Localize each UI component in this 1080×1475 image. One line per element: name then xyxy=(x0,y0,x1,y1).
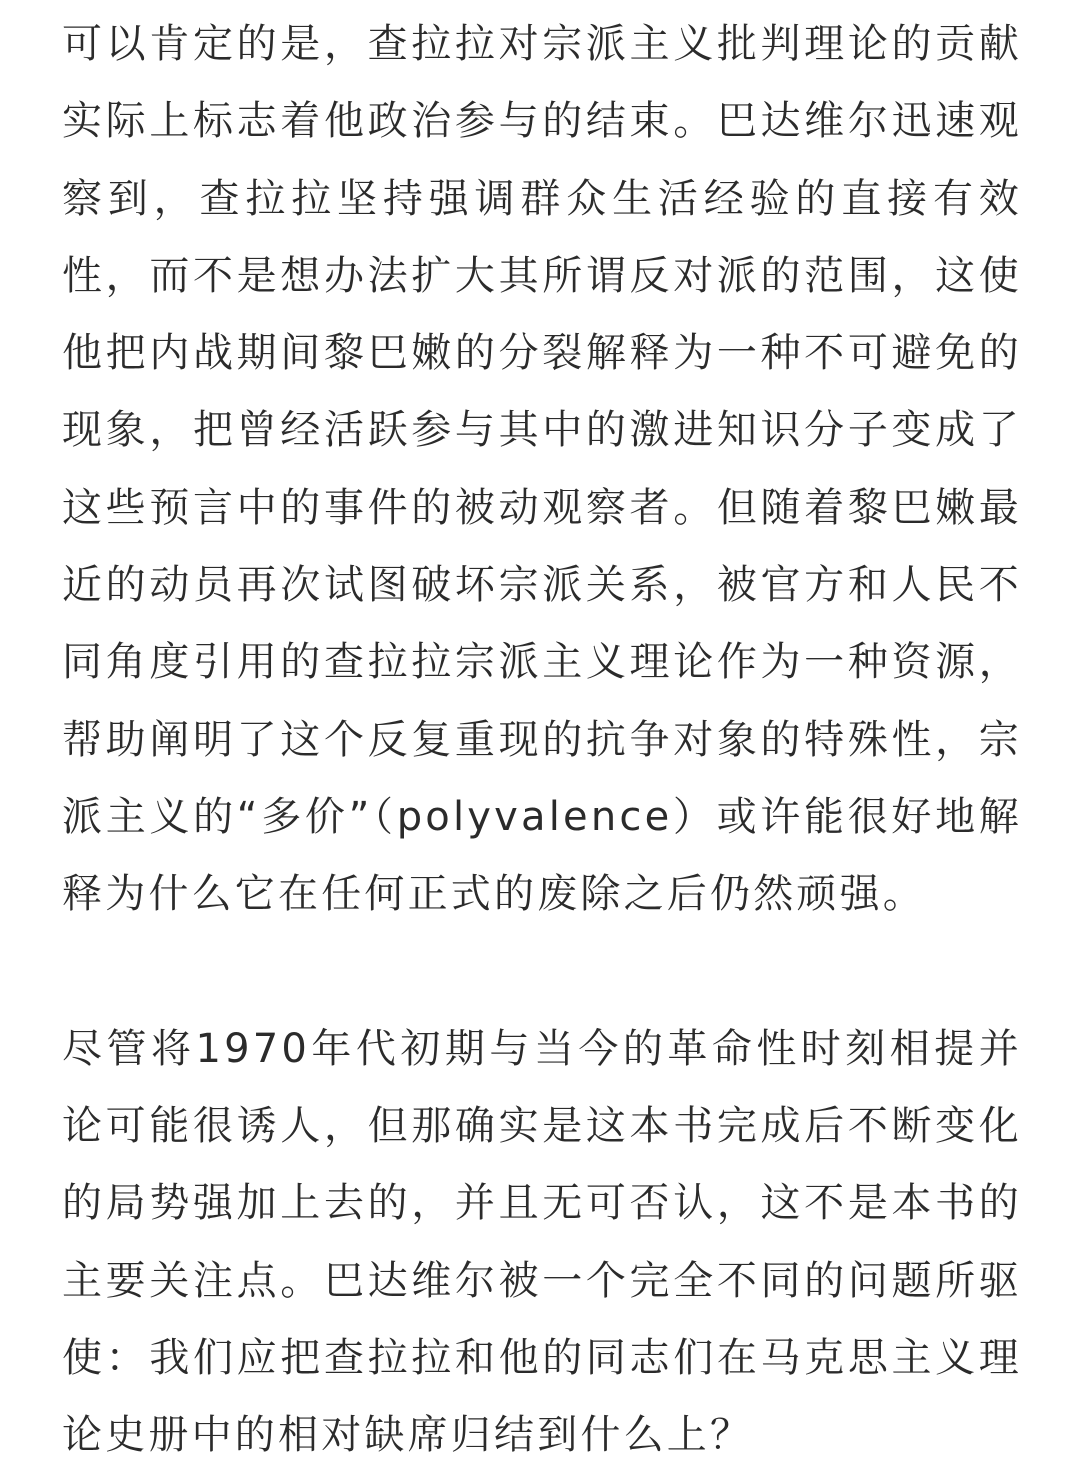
article-paragraph: 可以肯定的是，查拉拉对宗派主义批判理论的贡献实际上标志着他政治参与的结束。巴达维尔迅速观察到，查拉拉坚持强调群众生活经验的直接有效性，而不是想办法扩大其所谓反对派的范围，这使他把内战期间黎巴嫩的分裂解释为一种不可避免的现象，把曾经活跃参与其中的激进知识分子变成了这些预言中的事件的被动观察者。但随着黎巴嫩最近的动员再次试图破坏宗派关系，被官方和人民不同角度引用的查拉拉宗派主义理论作为一种资源，帮助阐明了这个反复重现的抗争对象的特殊性，宗派主义的“多价”（polyvalence）或许能很好地解释为什么它在任何正式的废除之后仍然顽强。 xyxy=(62,21,1022,918)
article-body xyxy=(62,6,1022,1475)
article-paragraph: 尽管将1970年代初期与当今的革命性时刻相提并论可能很诱人，但那确实是这本书完成后不断变化的局势强加上去的，并且无可否认，这不是本书的主要关注点。巴达维尔被一个完全不同的问题所驱使：我们应把查拉拉和他的同志们在马克思主义理论史册中的相对缺席归结到什么上？ xyxy=(62,1025,1022,1459)
